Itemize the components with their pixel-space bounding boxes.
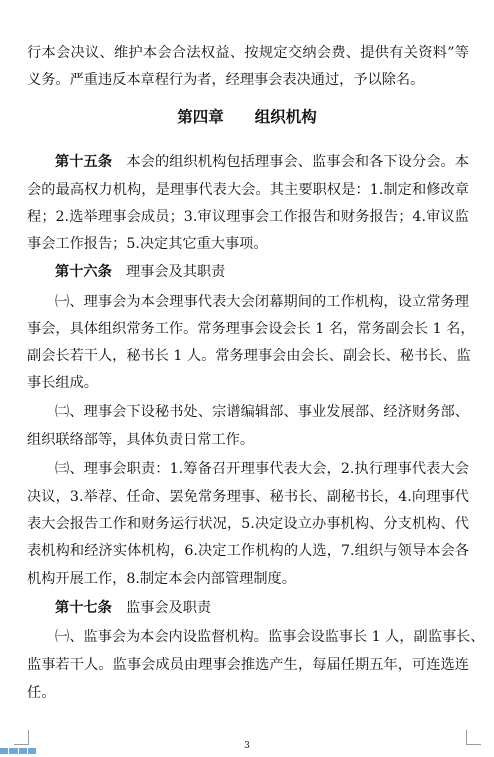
body-line: 监事若干人。监事会成员由理事会推选产生，每届任期五年，可连选连 [27, 657, 469, 673]
body-line: 组织联络部等，具体负责日常工作。 [27, 432, 255, 448]
body-line: 事会，具体组织常务工作。常务理事会设会长 1 名，常务副会长 1 名， [27, 321, 475, 337]
page-number: 3 [244, 741, 250, 751]
article-17-heading: 第十七条 [55, 600, 112, 616]
chapter-title: 第四章 组织机构 [177, 107, 317, 126]
article-16-heading-line [55, 262, 469, 282]
body-line: ㈢、理事会职责：1.筹备召开理事代表大会，2.执行理事代表大会 [55, 461, 469, 477]
body-line: 义务。严重违反本章程行为者，经理事会表决通过，予以除名。 [27, 72, 425, 88]
article-15-text: 本会的组织机构包括理事会、监事会和各下设分会。本 [126, 154, 469, 170]
body-line: ㈡、理事会下设秘书处、宗谱编辑部、事业发展部、经济财务部、 [55, 404, 469, 420]
body-line: 事长组成。 [27, 375, 98, 391]
body-line: 行本会决议、维护本会合法权益、按规定交纳会费、提供有关资料”等 [27, 45, 469, 61]
body-line: ㈠、理事会为本会理事代表大会闭幕期间的工作机构，设立常务理 [55, 294, 469, 310]
body-line: 机构开展工作，8.制定本会内部管理制度。 [27, 571, 296, 587]
article-15-heading: 第十五条 [55, 154, 113, 170]
article-16-heading-text: 理事会及其职责 [125, 264, 226, 280]
body-line: 任。 [27, 685, 56, 701]
article-17-heading-line [55, 598, 469, 618]
body-line: 决议，3.举荐、任命、罢免常务理事、秘书长、副秘书长，4.向理事代 [27, 489, 469, 505]
toolbar-fragment [0, 748, 36, 754]
body-line: 事会工作报告；5.决定其它重大事项。 [27, 236, 268, 252]
article-15-first-line [55, 152, 469, 172]
body-line: 表机构和经济实体机构，6.决定工作机构的人选，7.组织与领导本会各 [27, 543, 469, 559]
article-16-heading: 第十六条 [55, 264, 112, 280]
body-line: 副会长若干人，秘书长 1 人。常务理事会由会长、副会长、秘书长、监 [27, 348, 471, 364]
body-line: 会的最高权力机构，是理事代表大会。其主要职权是：1.制定和修改章 [27, 182, 469, 198]
body-line: 表大会报告工作和财务运行状况，5.决定设立办事机构、分支机构、代 [27, 516, 469, 532]
body-line: ㈠、监事会为本会内设监督机构。监事会设监事长 1 人，副监事长、 [55, 629, 485, 645]
article-17-heading-text: 监事会及职责 [125, 600, 212, 616]
body-line: 程；2.选举理事会成员；3.审议理事会工作报告和财务报告；4.审议监 [27, 209, 469, 225]
